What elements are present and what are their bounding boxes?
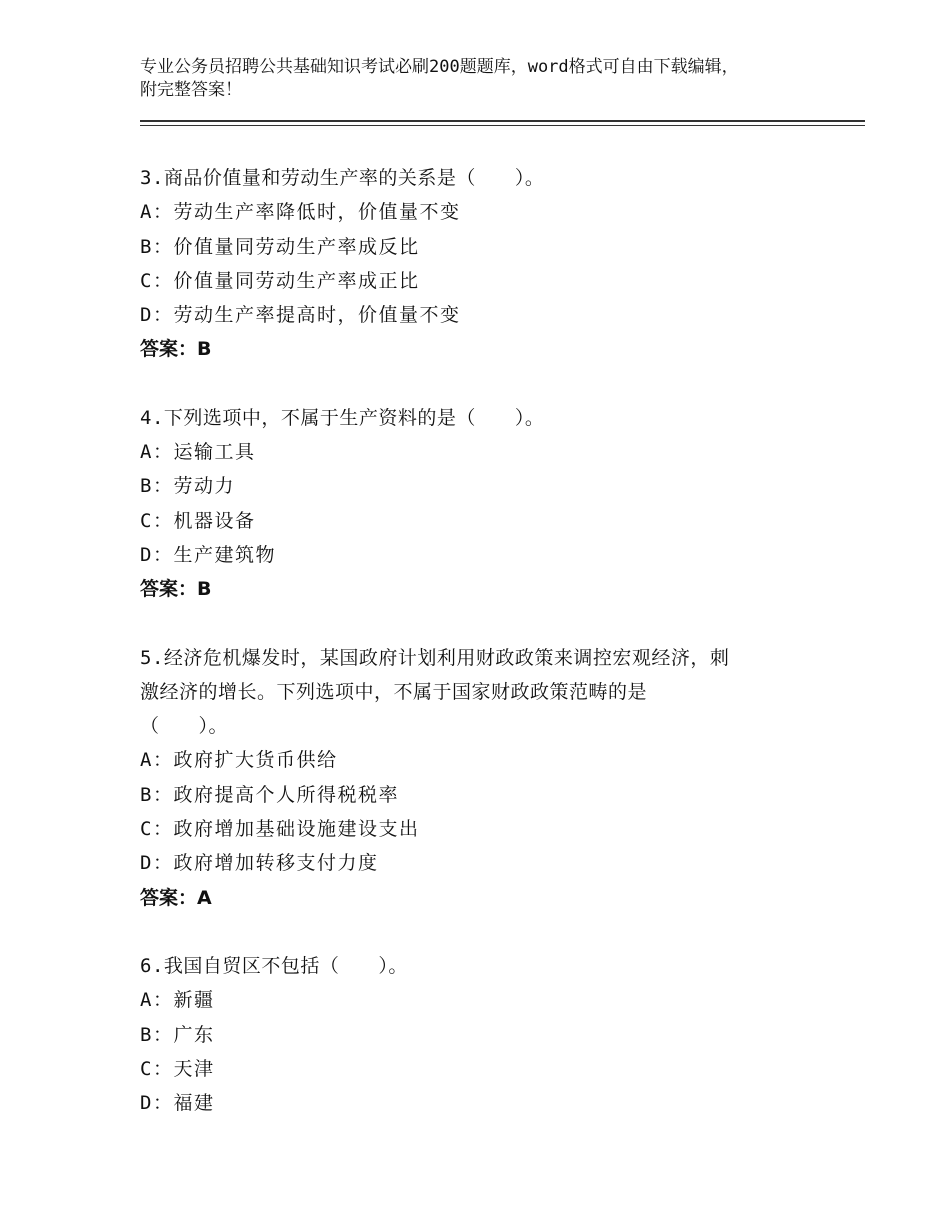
option-a: A：新疆 xyxy=(140,989,215,1012)
question-5 xyxy=(140,641,840,915)
question-stem-line-3: （ ）。 xyxy=(140,715,229,738)
option-d: D：政府增加转移支付力度 xyxy=(140,852,379,875)
option-b: B：价值量同劳动生产率成反比 xyxy=(140,235,420,258)
question-stem-line-2: 激经济的增长。下列选项中，不属于国家财政政策范畴的是 xyxy=(140,680,648,703)
question-3 xyxy=(140,161,840,367)
option-a: A：运输工具 xyxy=(140,441,256,464)
question-list xyxy=(140,161,840,1154)
header-divider-thin xyxy=(140,125,865,126)
header-divider-thick xyxy=(140,120,865,122)
document-header xyxy=(140,56,840,102)
question-stem-line-1: 5.经济危机爆发时，某国政府计划利用财政政策来调控宏观经济，刺 xyxy=(140,646,730,669)
question-stem: 3.商品价值量和劳动生产率的关系是（ ）。 xyxy=(140,167,545,189)
question-stem: 6.我国自贸区不包括（ ）。 xyxy=(140,954,408,977)
question-6 xyxy=(140,949,840,1120)
question-stem: 4.下列选项中，不属于生产资料的是（ ）。 xyxy=(140,406,545,429)
option-a: A：劳动生产率降低时，价值量不变 xyxy=(140,201,461,224)
option-d: D：福建 xyxy=(140,1092,215,1115)
answer: 答案：B xyxy=(140,338,212,361)
answer: 答案：B xyxy=(140,578,212,601)
option-c: C：政府增加基础设施建设支出 xyxy=(140,818,420,841)
option-a: A：政府扩大货币供给 xyxy=(140,749,338,772)
header-line-1: 专业公务员招聘公共基础知识考试必刷200题题库，word格式可自由下载编辑， xyxy=(140,57,739,77)
option-d: D：生产建筑物 xyxy=(140,543,276,566)
option-c: C：天津 xyxy=(140,1057,215,1080)
option-c: C：机器设备 xyxy=(140,509,256,532)
answer: 答案：A xyxy=(140,886,212,909)
option-b: B：政府提高个人所得税税率 xyxy=(140,783,399,806)
question-4 xyxy=(140,401,840,607)
option-b: B：劳动力 xyxy=(140,475,235,498)
header-line-2: 附完整答案！ xyxy=(140,80,242,100)
option-c: C：价值量同劳动生产率成正比 xyxy=(140,269,420,292)
option-b: B：广东 xyxy=(140,1023,215,1046)
option-d: D：劳动生产率提高时，价值量不变 xyxy=(140,304,461,327)
